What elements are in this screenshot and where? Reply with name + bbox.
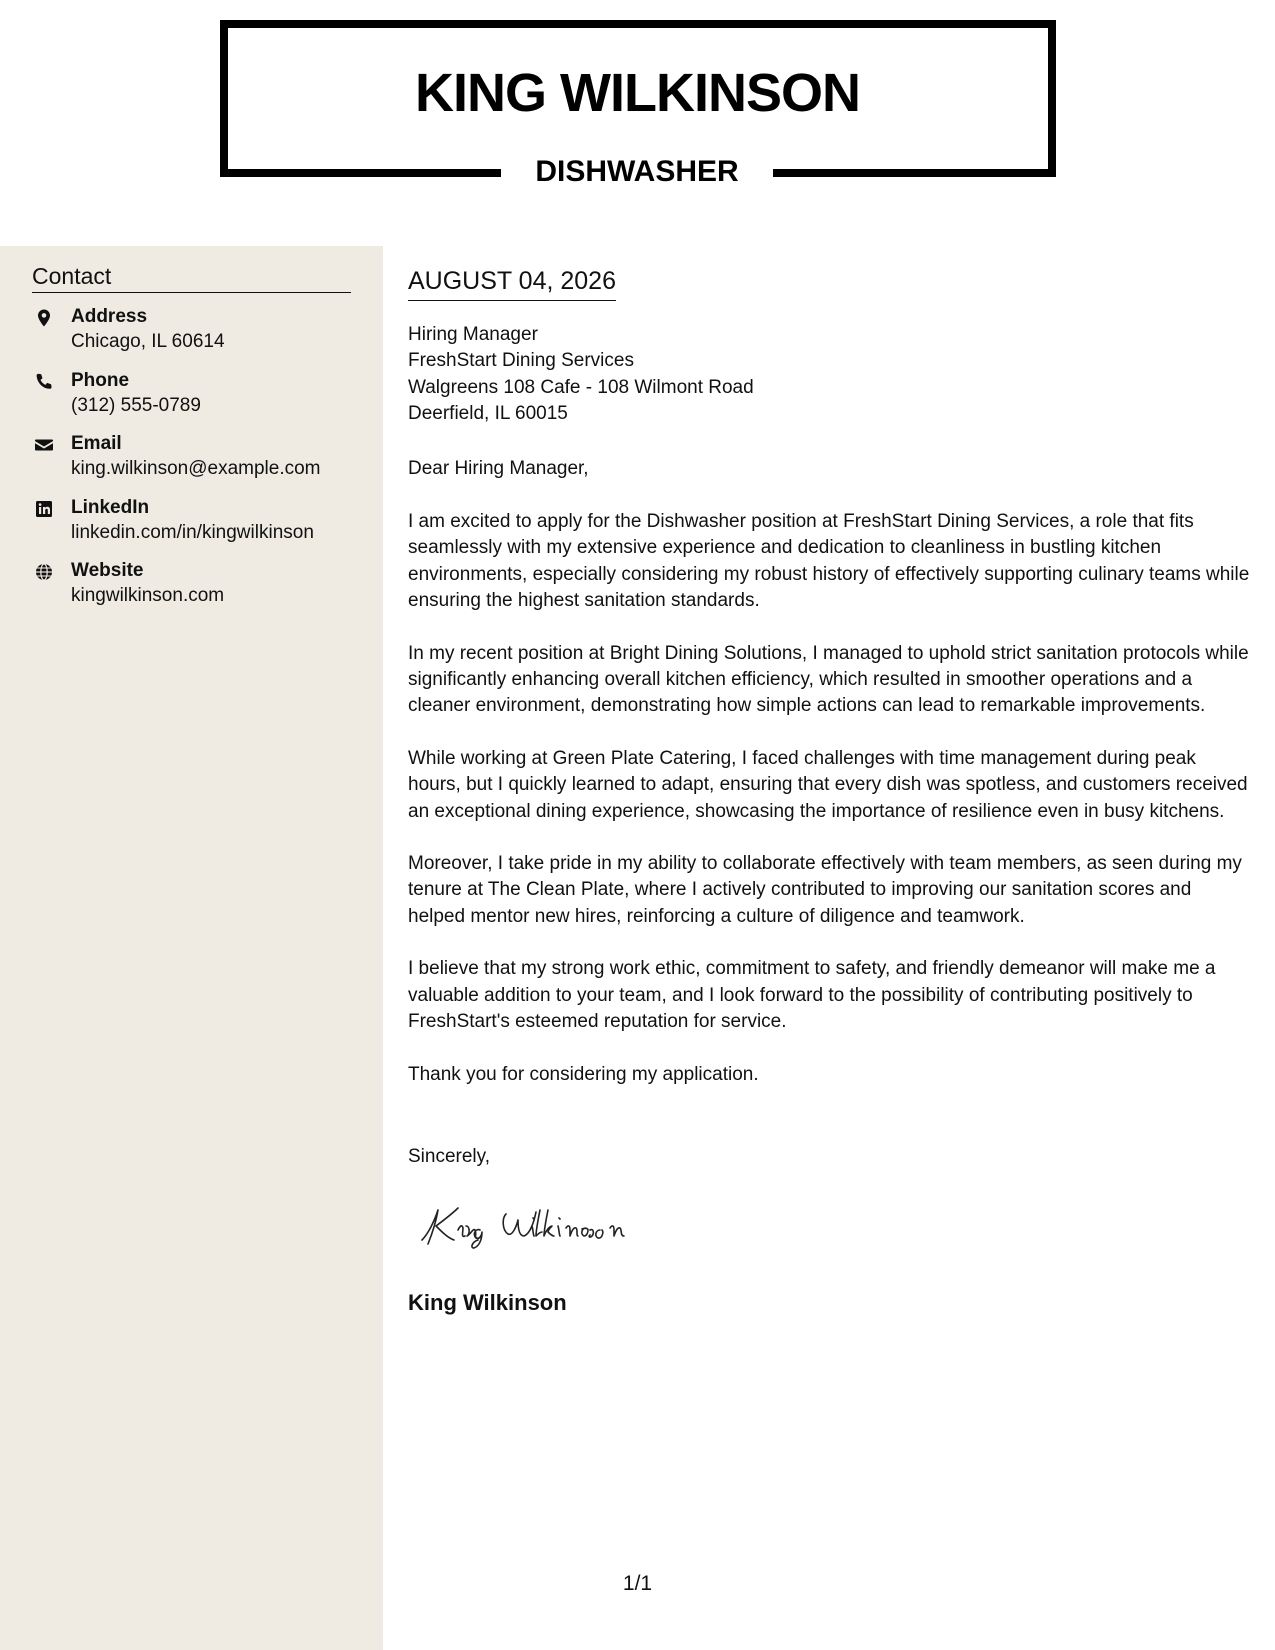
signer-name: King Wilkinson (408, 1290, 567, 1315)
contact-item-email (32, 431, 377, 495)
contact-item-linkedin (32, 495, 377, 559)
envelope-icon (34, 435, 54, 455)
letter-paragraphs (408, 509, 1250, 1114)
contact-label-phone: Phone (71, 369, 130, 391)
contact-label-email: Email (71, 433, 122, 454)
map-pin-icon (34, 308, 54, 328)
handwritten-signature (414, 1196, 674, 1256)
contact-item-phone (32, 368, 377, 432)
contact-value-phone: (312) 555-0789 (71, 394, 201, 416)
phone-icon (34, 372, 54, 392)
closing: Sincerely, (408, 1146, 491, 1167)
job-title-wrapper (501, 150, 773, 194)
letter-paragraph: I am excited to apply for the Dishwasher position at FreshStart Dining Services, a role that fits seamlessly with my extensive experience and dedication to cleanliness in bustling kitchen environments, especially considering my robust history of effectively supporting culinary teams while ensuring the highest sanitation standards. (408, 511, 1250, 612)
recipient-line: Hiring Manager (408, 324, 538, 345)
contact-value-website: kingwilkinson.com (71, 585, 225, 606)
globe-icon (34, 562, 54, 582)
salutation: Dear Hiring Manager, (408, 458, 589, 479)
linkedin-icon (34, 499, 54, 519)
page-number: 1/1 (622, 1572, 653, 1595)
applicant-name: KING WILKINSON (415, 63, 860, 123)
letter-paragraph: In my recent position at Bright Dining Solutions, I managed to uphold strict sanitation protocols while significantly enhancing overall kitchen efficiency, which resulted in smoother operations and a cleaner environment, demonstrating how simple actions can lead to remarkable improvements. (408, 642, 1249, 717)
recipient-block (408, 322, 754, 427)
contact-list (32, 304, 377, 622)
letter-paragraph: Thank you for considering my application. (408, 1063, 759, 1085)
recipient-line: Walgreens 108 Cafe - 108 Wilmont Road (408, 376, 754, 398)
contact-value-linkedin: linkedin.com/in/kingwilkinson (71, 521, 314, 543)
contact-label-website: Website (71, 560, 144, 581)
letter-paragraph: I believe that my strong work ethic, commitment to safety, and friendly demeanor will make me a valuable addition to your team, and I look forward to the possibility of contributing positively to FreshStart's esteemed reputation for service. (408, 958, 1216, 1033)
recipient-line: FreshStart Dining Services (408, 350, 634, 372)
contact-item-website (32, 558, 377, 622)
letter-paragraph: While working at Green Plate Catering, I faced challenges with time management during peak hours, but I quickly learned to adapt, ensuring that every dish was spotless, and customers received an exceptional dining experience, showcasing the importance of resilience even in busy kitchens. (408, 747, 1248, 822)
contact-sidebar (0, 246, 383, 1650)
contact-value-address: Chicago, IL 60614 (71, 331, 225, 352)
letter-date: AUGUST 04, 2026 (408, 264, 616, 301)
contact-item-address (32, 304, 377, 368)
contact-label-linkedin: LinkedIn (71, 496, 150, 518)
contact-heading: Contact (32, 260, 351, 293)
job-title: DISHWASHER (535, 155, 739, 188)
recipient-line: Deerfield, IL 60015 (408, 402, 568, 424)
contact-value-email: king.wilkinson@example.com (71, 458, 321, 479)
letter-paragraph: Moreover, I take pride in my ability to collaborate effectively with team members, as seen during my tenure at The Clean Plate, where I actively contributed to improving our sanitation scores and helped mentor new hires, reinforcing a culture of diligence and teamwork. (408, 853, 1242, 927)
contact-label-address: Address (71, 306, 148, 327)
